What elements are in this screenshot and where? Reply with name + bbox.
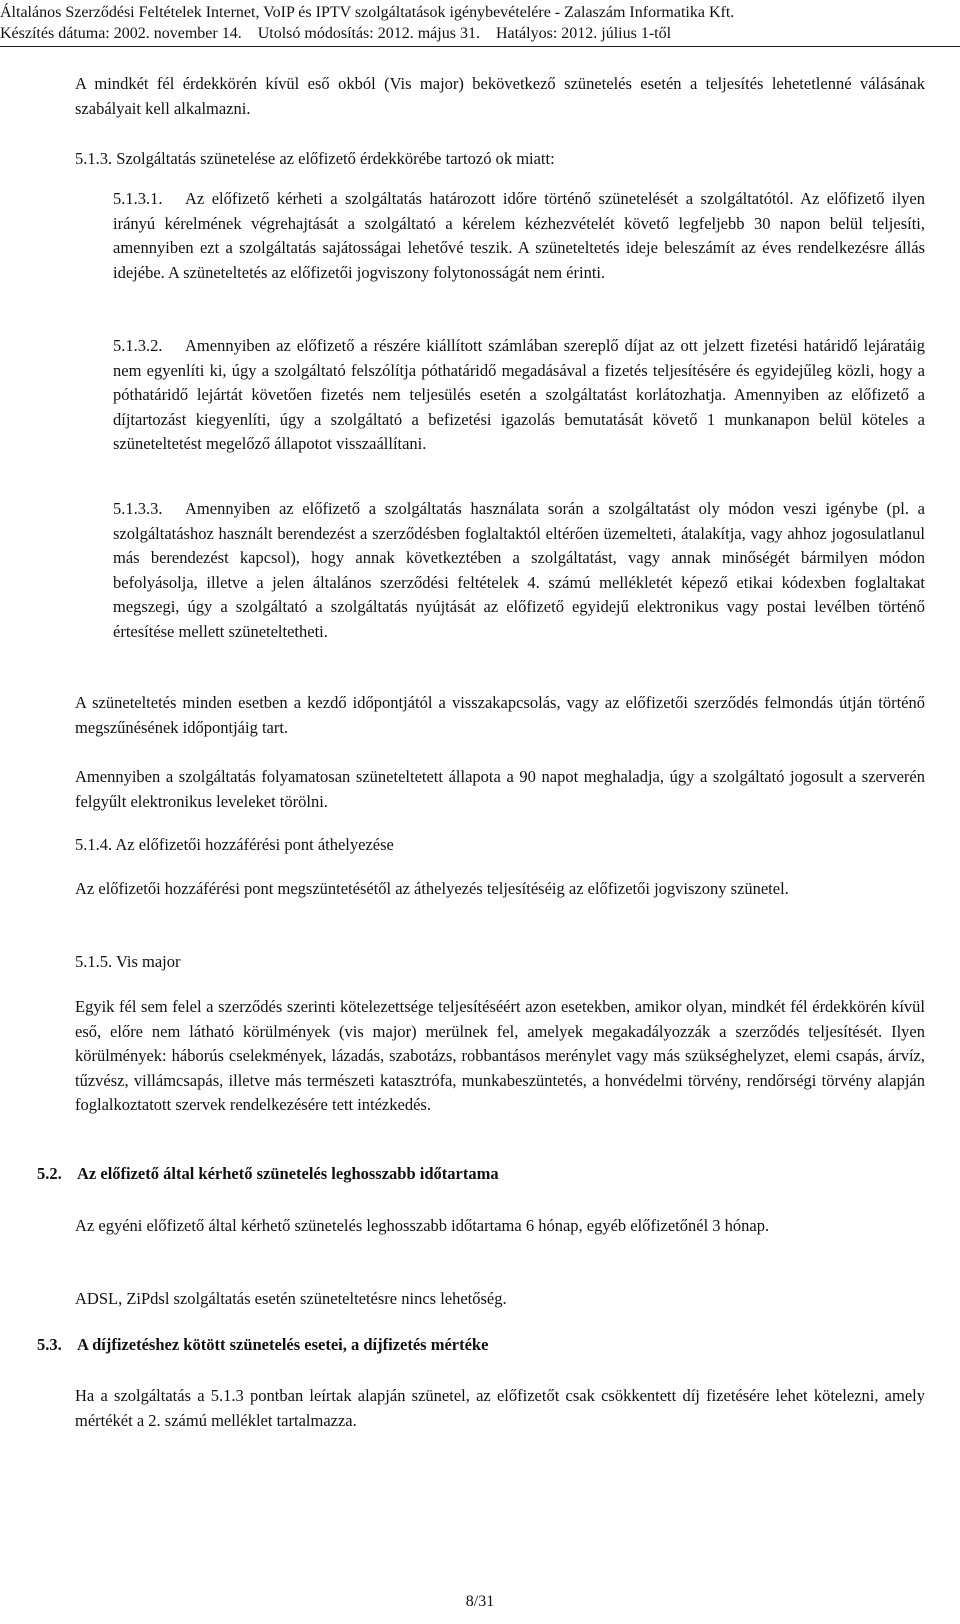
header-dates: Készítés dátuma: 2002. november 14. Utolsó módosítás: 2012. május 31. Hatályos: 2012. július 1-től (0, 25, 672, 42)
section-number: 5.3. (37, 1335, 62, 1354)
section-5-3-heading (37, 1333, 488, 1358)
vis-major-paragraph: Egyik fél sem felel a szerződés szerinti kötelezettsége teljesítéséért azon esetekben, amikor olyan, mindkét fél érdekkörén kívül eső, előre nem látható körülmények (vis major) merülnek fel, amelyek megakadályozzák a szerződés teljesítését. Ilyen körülmények: háborús cselekmények, lázadás, szabotázs, robbantásos merénylet vagy más szükséghelyzet, elemi csapás, árvíz, tűzvész, villámcsapás, illetve más természeti katasztrófa, munkabeszüntetés, a honvédelmi törvény, rendőrségi törvény alapján foglalkoztatott szervek rendelkezésére tett intézkedés. (75, 997, 925, 1114)
clause-number: 5.1.3.3. (113, 499, 163, 518)
header-divider (0, 46, 960, 47)
clause-number: 5.1.3.2. (113, 336, 163, 355)
page-number: 8/31 (465, 1593, 495, 1610)
clause-text: Az előfizető kérheti a szolgáltatás határozott időre történő szünetelését a szolgáltatótól. Az előfizető ilyen irányú kérelmének végrehajtását a szolgáltató a kérelem kézhezvételét követő legfeljebb 30 napon belül teljesíti, amennyiben ezt a szolgáltatás sajátosságai lehetővé teszik. A szüneteltetés ideje beleszámít az éves rendelkezésre állás idejébe. A szüneteltetés az előfizetői jogviszony folytonosságát nem érinti. (113, 189, 925, 282)
section-5-1-4-heading: 5.1.4. Az előfizetői hozzáférési pont áthelyezése (75, 835, 394, 854)
section-number: 5.2. (37, 1164, 62, 1183)
clause-5-1-3-2 (113, 334, 925, 457)
section-5-1-5-heading: 5.1.5. Vis major (75, 952, 181, 971)
section-5-2-heading (37, 1162, 499, 1187)
ninety-days-paragraph: Amennyiben a szolgáltatás folyamatosan szüneteltetett állapota a 90 napot meghaladja, úgy a szolgáltató jogosult a szerverén felgyűlt elektronikus leveleket törölni. (75, 767, 925, 811)
clause-number: 5.1.3.1. (113, 189, 163, 208)
relocation-paragraph: Az előfizetői hozzáférési pont megszüntetésétől az áthelyezés teljesítéséig az előfizetői jogviszony szünetel. (75, 879, 789, 898)
clause-text: Amennyiben az előfizető a szolgáltatás használata során a szolgáltatást oly módon veszi igénybe (pl. a szolgáltatáshoz használt berendezést a szerződésben foglaltaktól eltérően üzemelteti, átalakítja, vagy ahhoz jogosulatlanul más berendezést kapcsol), hogy annak következtében a szolgáltatást, vagy annak minőségét bármilyen módon befolyásolja, illetve a jelen általános szerződési feltételek 4. számú mellékletét képező etikai kódexben foglaltakat megszegi, úgy a szolgáltató a szolgáltatás nyújtását az előfizető egyidejű elektronikus vagy postai levélben történő értesítése mellett szüneteltetheti. (113, 499, 925, 641)
section-title: A díjfizetéshez kötött szünetelés esetei, a díjfizetés mértéke (77, 1335, 489, 1354)
clause-5-1-3-3 (113, 497, 925, 644)
intro-paragraph: A mindkét fél érdekkörén kívül eső okból (Vis major) bekövetkező szünetelés esetén a teljesítés lehetetlenné válásának szabályait kell alkalmazni. (75, 74, 925, 118)
duration-paragraph: A szüneteltetés minden esetben a kezdő időpontjától a visszakapcsolás, vagy az előfizetői szerződés felmondás útján történő megszűnésének időpontjáig tart. (75, 693, 925, 737)
clause-5-1-3-1 (113, 187, 925, 285)
clause-text: Amennyiben az előfizető a részére kiállított számlában szereplő díjat az ott jelzett fizetési határidő lejáratáig nem egyenlíti ki, úgy a szolgáltató felszólítja póthatáridő megadásával a fizetés teljesítésére és egyidejűleg közli, hogy a póthatáridő lejártát követően fizetés nem teljesülés esetén a szolgáltatást korlátozhatja. Amennyiben az előfizető a díjtartozást kiegyenlíti, úgy a szolgáltató a befizetési igazolás bemutatását követő 1 munkanapon belül köteles a szüneteltetést megelőző állapotot visszaállítani. (113, 336, 925, 453)
page-header (0, 2, 960, 44)
adsl-paragraph: ADSL, ZiPdsl szolgáltatás esetén szüneteltetésre nincs lehetőség. (75, 1289, 507, 1308)
fee-paragraph: Ha a szolgáltatás a 5.1.3 pontban leírtak alapján szünetel, az előfizetőt csak csökkentett díj fizetésére lehet kötelezni, amely mértékét a 2. számú melléklet tartalmazza. (75, 1386, 925, 1430)
max-duration-paragraph: Az egyéni előfizető által kérhető szünetelés leghosszabb időtartama 6 hónap, egyéb előfizetőnél 3 hónap. (75, 1216, 770, 1235)
section-5-1-3-heading: 5.1.3. Szolgáltatás szünetelése az előfizető érdekkörébe tartozó ok miatt: (75, 149, 555, 168)
section-title: Az előfizető által kérhető szünetelés leghosszabb időtartama (77, 1164, 499, 1183)
header-title: Általános Szerződési Feltételek Internet, VoIP és IPTV szolgáltatások igénybevételére - Zalaszám Informatika Kft. (0, 4, 735, 21)
